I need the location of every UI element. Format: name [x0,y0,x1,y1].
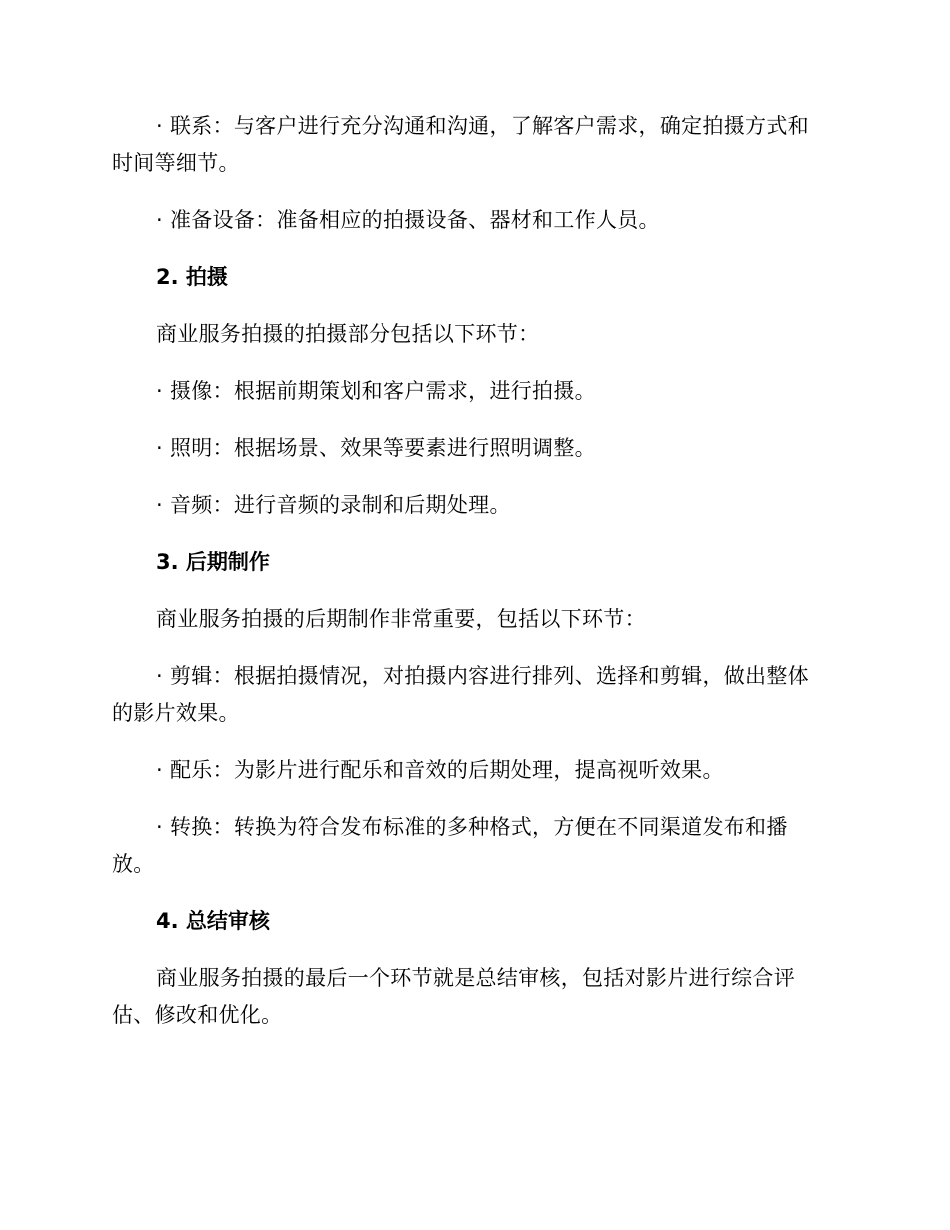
bullet-music: · 配乐：为影片进行配乐和音效的后期处理，提高视听效果。 [156,758,724,782]
document-page [112,108,824,1054]
paragraph-post-production-intro: 商业服务拍摄的后期制作非常重要，包括以下环节： [156,607,646,631]
bullet-audio: · 音频：进行音频的录制和后期处理。 [156,493,511,517]
bullet-editing: · 剪辑：根据拍摄情况，对拍摄内容进行排列、选择和剪辑，做出整体的影片效果。 [112,664,809,725]
section-heading-review: 4. 总结审核 [156,909,270,933]
bullet-prepare-equipment: · 准备设备：准备相应的拍摄设备、器材和工作人员。 [156,208,660,232]
section-heading-shooting: 2. 拍摄 [156,265,228,289]
bullet-conversion: · 转换：转换为符合发布标准的多种格式，方便在不同渠道发布和播放。 [112,815,788,876]
paragraph-review: 商业服务拍摄的最后一个环节就是总结审核，包括对影片进行综合评估、修改和优化。 [112,966,795,1027]
bullet-camera: · 摄像：根据前期策划和客户需求，进行拍摄。 [156,379,596,403]
section-heading-post-production: 3. 后期制作 [156,550,270,574]
paragraph-shooting-intro: 商业服务拍摄的拍摄部分包括以下环节： [156,322,540,346]
bullet-lighting: · 照明：根据场景、效果等要素进行照明调整。 [156,436,596,460]
bullet-contact: · 联系：与客户进行充分沟通和沟通，了解客户需求，确定拍摄方式和时间等细节。 [112,114,809,175]
